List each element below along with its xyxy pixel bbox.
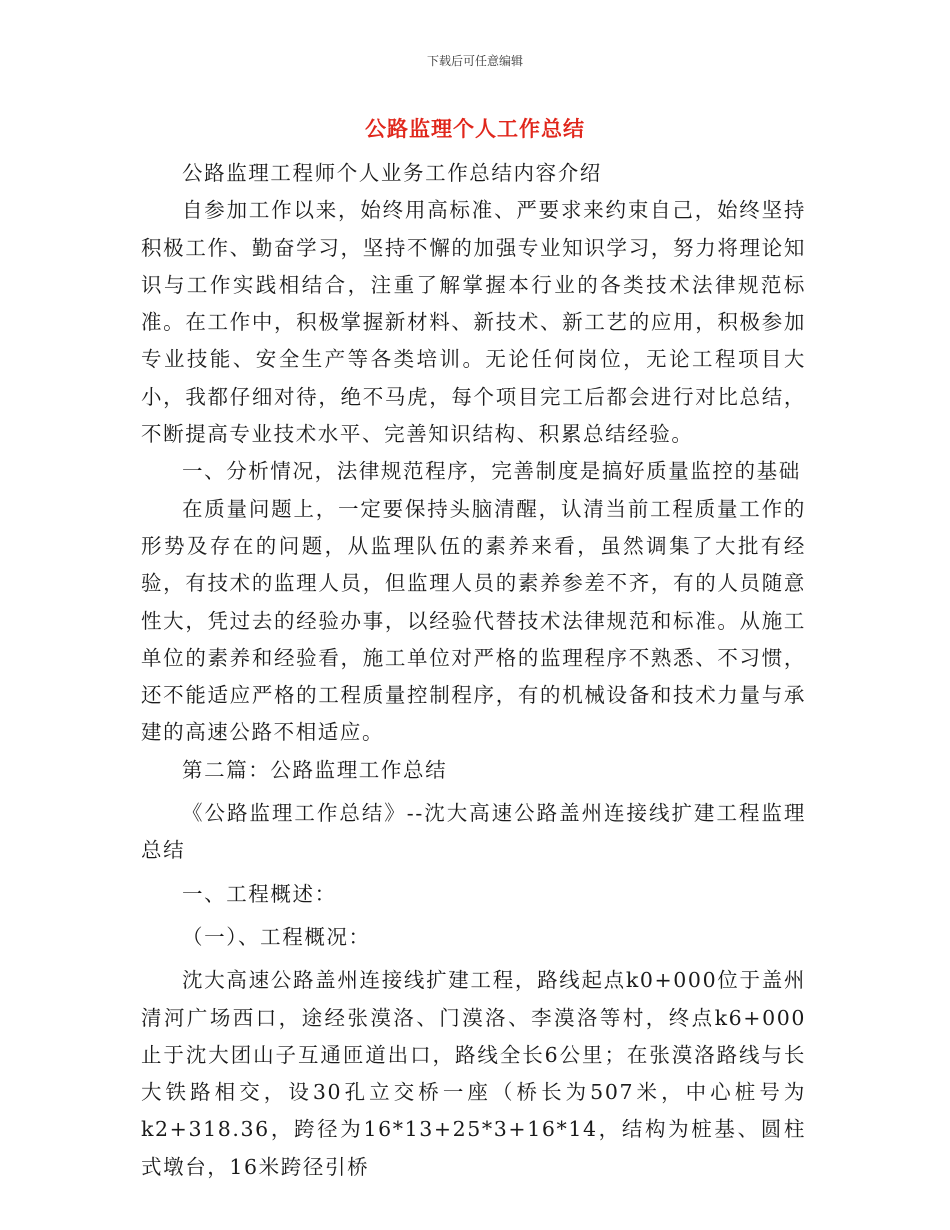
document-title: 公路监理个人工作总结 [365,117,585,141]
paragraph-quality-analysis: 在质量问题上，一定要保持头脑清醒，认清当前工程质量工作的形势及存在的问题，从监理队伍的素养来看，虽然调集了大批有经验，有技术的监理人员，但监理人员的素养参差不齐，有的人员随意性大，凭过去的经验办事，以经验代替技术法律规范和标准。从施工单位的素养和经验看，施工单位对严格的监理程序不熟悉、不习惯，还不能适应严格的工程质量控制程序，有的机械设备和技术力量与承建的高速公路不相适应。 [141,496,806,745]
document-body [141,155,806,1186]
paragraph-intro-heading: 公路监理工程师个人业务工作总结内容介绍 [182,161,602,185]
paragraph-part-two-heading: 第二篇：公路监理工作总结 [182,757,448,782]
paragraph-project-description: 沈大高速公路盖州连接线扩建工程，路线起点k0+000位于盖州清河广场西口，途经张漠洛、门漠洛、李漠洛等村，终点k6+000止于沈大团山子互通匝道出口，路线全长6公里；在张漠洛路线与长大铁路相交，设30孔立交桥一座（桥长为507米，中心桩号为k2+318.36，跨径为16*13+25*3+16*14，结构为桩基、圆柱式墩台，16米跨径引桥 [141,968,806,1179]
paragraph-section-one-heading: 一、分析情况，法律规范程序，完善制度是搞好质量监控的基础 [182,459,801,484]
paragraph-self-summary: 自参加工作以来，始终用高标准、严要求来约束自己，始终坚持积极工作、勤奋学习，坚持不懈的加强专业知识学习，努力将理论知识与工作实践相结合，注重了解掌握本行业的各类技术法律规范标准。在工作中，积极掌握新材料、新技术、新工艺的应用，积极参加专业技能、安全生产等各类培训。无论任何岗位，无论工程项目大小，我都仔细对待，绝不马虎，每个项目完工后都会进行对比总结，不断提高专业技术水平、完善知识结构、积累总结经验。 [141,198,806,447]
paragraph-part-two-subtitle: 《公路监理工作总结》--沈大高速公路盖州连接线扩建工程监理总结 [141,801,806,863]
paragraph-project-situation-heading: （一）、工程概况： [182,924,371,949]
header-note: 下载后可任意编辑 [426,54,523,68]
paragraph-project-overview-heading: 一、工程概述： [182,881,337,906]
